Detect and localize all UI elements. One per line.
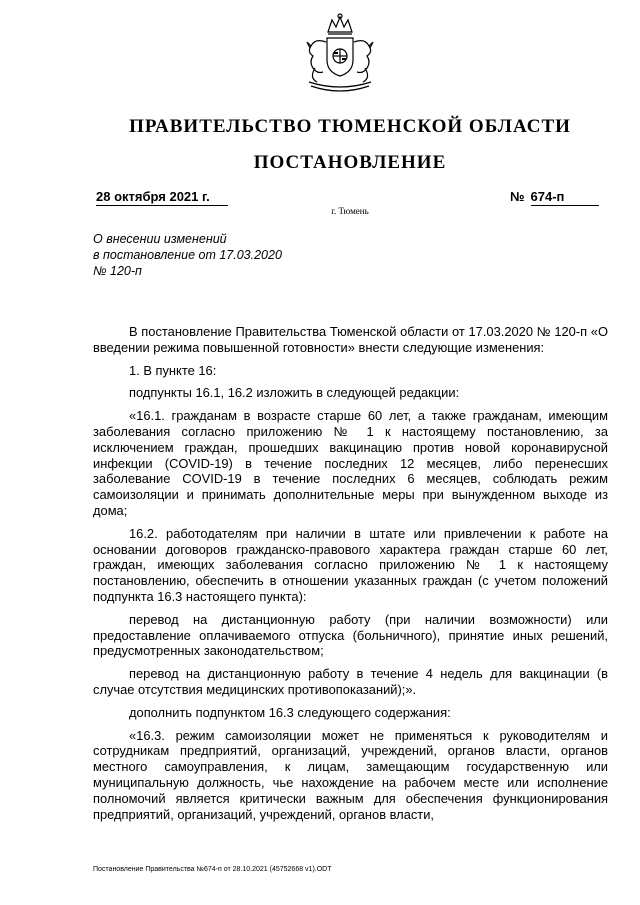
body-paragraph: «16.1. гражданам в возрасте старше 60 лет, а также гражданам, имеющим заболевания согласно приложению № 1 к настоящему постановлению, за исключением граждан, прошедших вакцинацию против новой коронавирусной инфекции (COVID-19) в течение последних 12 месяцев, либо перенесших заболевание COVID-19 в течение последних 6 месяцев, соблюдать режим самоизоляции и принимать дополнительные меры при вынужденном выходе из дома; xyxy=(93,408,608,518)
subject-line-2: в постановление от 17.03.2020 xyxy=(93,248,282,262)
coat-of-arms-icon xyxy=(301,12,379,96)
body-paragraph: подпункты 16.1, 16.2 изложить в следующей редакции: xyxy=(129,385,460,401)
body-paragraph: перевод на дистанционную работу (при наличии возможности) или предоставление оплачиваемого отпуска (больничного), принятие иных решений, предусмотренных законодательством; xyxy=(93,611,608,659)
city-label: г. Тюмень xyxy=(331,206,369,216)
body-paragraph: дополнить подпунктом 16.3 следующего содержания: xyxy=(129,704,451,720)
organization-title: ПРАВИТЕЛЬСТВО ТЮМЕНСКОЙ ОБЛАСТИ xyxy=(129,116,571,137)
document-date: 28 октября 2021 г. xyxy=(96,189,228,206)
number-value: 674-п xyxy=(531,189,599,206)
body-paragraph: В постановление Правительства Тюменской области от 17.03.2020 № 120-п «О введении режима повышенной готовности» внести следующие изменения: xyxy=(93,324,608,355)
number-sign: № xyxy=(510,189,525,204)
document-subject xyxy=(93,231,353,279)
document-footer: Постановление Правительства №674-п от 28.10.2021 (45752668 v1).ODT xyxy=(93,866,332,873)
subject-line-1: О внесении изменений xyxy=(93,232,227,246)
document-type-heading: ПОСТАНОВЛЕНИЕ xyxy=(253,152,447,173)
body-paragraph: 1. В пункте 16: xyxy=(129,362,217,378)
body-paragraph: перевод на дистанционную работу в течение 4 недель для вакцинации (в случае отсутствия медицинских противопоказаний);». xyxy=(93,666,608,697)
document-body xyxy=(93,324,608,829)
document-number xyxy=(510,189,604,206)
subject-line-3: № 120-п xyxy=(93,264,142,278)
body-paragraph: 16.2. работодателям при наличии в штате или привлечении к работе на основании договоров гражданско-правового характера граждан старше 60 лет, граждан, имеющих заболевания согласно приложению № 1 к настоящему постановлению, обеспечить в отношении указанных граждан (с учетом положений подпункта 16.3 настоящего пункта): xyxy=(93,525,608,604)
body-paragraph: «16.3. режим самоизоляции может не применяться к руководителям и сотрудникам предприятий, организаций, учреждений, органов власти, органов местного самоуправления, к лицам, замещающим государственную или муниципальную должность, чье нахождение на рабочем месте или исполнение полномочий является критически важным для обеспечения функционирования предприятий, организаций, учреждений, органов власти, xyxy=(93,727,608,822)
